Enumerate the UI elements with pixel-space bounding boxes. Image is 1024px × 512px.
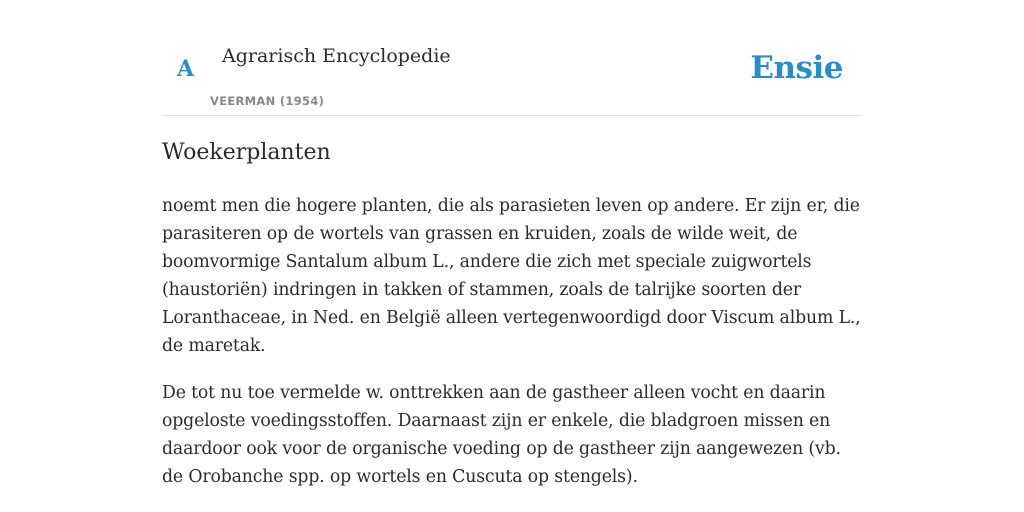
article-paragraph-1: noemt men die hogere planten, die als parasieten leven op andere. Er zijn er, die parasiteren op de wortels van grassen en kruiden, zoals de wilde weit, de boomvormige Santalum album L., andere die zich met speciale zuigwortels (haustoriën) indringen in takken of stammen, zoals de talrijke soorten der Loranthaceae, in Ned. en België alleen vertegenwoordigd door Viscum album L., de maretak. <box>162 196 861 356</box>
article-headword: Woekerplanten <box>162 140 331 165</box>
ensie-logo[interactable]: Ensie <box>750 50 843 86</box>
article-page <box>162 0 862 487</box>
encyclopedia-edition: VEERMAN (1954) <box>210 94 325 108</box>
encyclopedia-title[interactable]: Agrarisch Encyclopedie <box>222 45 451 67</box>
article-paragraph-2: De tot nu toe vermelde w. onttrekken aan de gastheer alleen vocht en daarin opgeloste voedingsstoffen. Daarnaast zijn er enkele, die bladgroen missen en daardoor ook voor de organische voeding op de gastheer zijn aangewezen (vb. de Orobanche spp. op wortels en Cuscuta op stengels). <box>162 383 841 487</box>
header <box>162 0 862 116</box>
encyclopedia-logo-letter[interactable]: A <box>177 56 195 82</box>
